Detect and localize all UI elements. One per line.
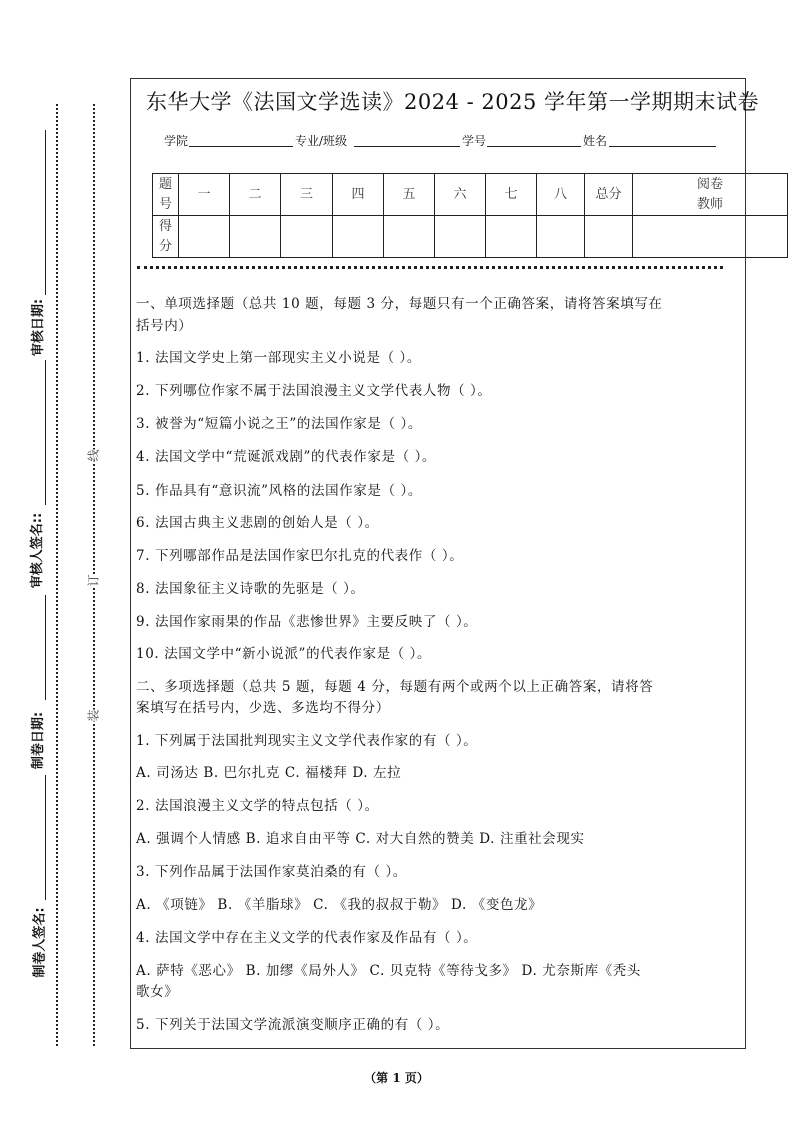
score-cell[interactable] xyxy=(435,216,486,258)
question-text: 2. 法国浪漫主义文学的特点包括（ ）。 xyxy=(136,798,379,814)
review-date-label: 审核日期: xyxy=(31,298,47,357)
answer-options: A. 强调个人情感 B. 追求自由平等 C. 对大自然的赞美 D. 注重社会现实 xyxy=(136,831,585,847)
question-text: 3. 被誉为“短篇小说之王”的法国作家是（ ）。 xyxy=(136,416,422,432)
college-blank[interactable] xyxy=(189,146,293,147)
header-cell: 四 xyxy=(333,174,384,216)
score-row-label: 得 分 xyxy=(153,216,179,258)
score-cell-grader[interactable] xyxy=(633,216,788,258)
header-cell: 八 xyxy=(537,174,585,216)
exam-title: 东华大学《法国文学选读》2024 - 2025 学年第一学期期末试卷 xyxy=(146,90,760,114)
section-2-heading-cont: 案填写在括号内，少选、多选均不得分） xyxy=(136,700,390,716)
header-cell: 六 xyxy=(435,174,486,216)
field-label-major-class: 专业/班级 xyxy=(295,134,348,148)
score-cell[interactable] xyxy=(537,216,585,258)
score-cell-total[interactable] xyxy=(585,216,633,258)
section-1-heading: 一、单项选择题（总共 10 题，每题 3 分，每题只有一个正确答案，请将答案填写在 xyxy=(136,296,663,312)
field-label-college: 学院 xyxy=(164,134,189,148)
field-label-name: 姓名 xyxy=(583,134,608,148)
paper-date-label: 制卷日期: xyxy=(31,711,47,770)
header-cell: 三 xyxy=(281,174,333,216)
question-text: 8. 法国象征主义诗歌的先驱是（ ）。 xyxy=(136,581,365,597)
question-text: 4. 法国文学中“荒诞派戏剧”的代表作家是（ ）。 xyxy=(136,449,437,465)
header-cell: 五 xyxy=(384,174,435,216)
score-cell[interactable] xyxy=(384,216,435,258)
student-id-blank[interactable] xyxy=(487,146,581,147)
score-cell[interactable] xyxy=(281,216,333,258)
reviewer-signature-label: 审核人签名:: xyxy=(30,512,46,589)
question-text: 5. 作品具有“意识流”风格的法国作家是（ ）。 xyxy=(136,483,422,499)
question-text: 1. 下列属于法国批判现实主义文学代表作家的有（ ）。 xyxy=(136,733,478,749)
question-text: 6. 法国古典主义悲剧的创始人是（ ）。 xyxy=(136,515,379,531)
major-class-blank[interactable] xyxy=(354,146,460,147)
binding-mark-bind: 装 xyxy=(86,709,101,722)
question-text: 7. 下列哪部作品是法国作家巴尔扎克的代表作（ ）。 xyxy=(136,548,464,564)
name-blank[interactable] xyxy=(609,146,716,147)
question-text: 10. 法国文学中“新小说派”的代表作家是（ ）。 xyxy=(136,646,432,662)
header-cell: 七 xyxy=(486,174,537,216)
signature-underline xyxy=(45,775,46,900)
page-number: （第 1 页） xyxy=(364,1071,429,1085)
signature-underline xyxy=(45,130,46,295)
header-cell-question-no: 题 号 xyxy=(153,174,179,216)
header-cell: 二 xyxy=(230,174,281,216)
answer-options: A. 《项链》 B. 《羊脂球》 C. 《我的叔叔于勒》 D. 《变色龙》 xyxy=(136,897,543,913)
field-label-student-id: 学号 xyxy=(462,134,487,148)
question-text: 9. 法国作家雨果的作品《悲惨世界》主要反映了（ ）。 xyxy=(136,614,478,630)
score-cell[interactable] xyxy=(333,216,384,258)
signature-underline xyxy=(45,360,46,505)
question-text: 4. 法国文学中存在主义文学的代表作家及作品有（ ）。 xyxy=(136,930,478,946)
question-text: 2. 下列哪位作家不属于法国浪漫主义文学代表人物（ ）。 xyxy=(136,383,492,399)
header-cell-total: 总分 xyxy=(585,174,633,216)
binding-mark-line: 线 xyxy=(86,449,101,462)
answer-options: A. 司汤达 B. 巴尔扎克 C. 福楼拜 D. 左拉 xyxy=(136,765,402,781)
signature-underline xyxy=(45,595,46,700)
header-cell-grader: 阅卷 教师 xyxy=(633,174,788,216)
question-text: 5. 下列关于法国文学流派演变顺序正确的有（ ）。 xyxy=(136,1017,450,1033)
header-cell: 一 xyxy=(179,174,230,216)
section-2-heading: 二、多项选择题（总共 5 题，每题 4 分，每题有两个或两个以上正确答案，请将答 xyxy=(136,679,654,695)
binding-dotted-line-outer xyxy=(56,104,58,1046)
section-1-heading-cont: 括号内） xyxy=(136,318,193,334)
section-divider xyxy=(137,266,723,269)
question-text: 3. 下列作品属于法国作家莫泊桑的有（ ）。 xyxy=(136,864,407,880)
answer-options-cont: 歌女》 xyxy=(136,984,179,1000)
score-cell[interactable] xyxy=(486,216,537,258)
score-cell[interactable] xyxy=(230,216,281,258)
binding-mark-staple: 订 xyxy=(86,574,101,587)
paper-maker-signature-label: 制卷人签名: xyxy=(32,907,48,978)
score-table xyxy=(152,173,788,258)
answer-options: A. 萨特《恶心》 B. 加缪《局外人》 C. 贝克特《等待戈多》 D. 尤奈斯库《秃头 xyxy=(136,963,641,979)
question-text: 1. 法国文学史上第一部现实主义小说是（ ）。 xyxy=(136,350,422,366)
score-cell[interactable] xyxy=(179,216,230,258)
